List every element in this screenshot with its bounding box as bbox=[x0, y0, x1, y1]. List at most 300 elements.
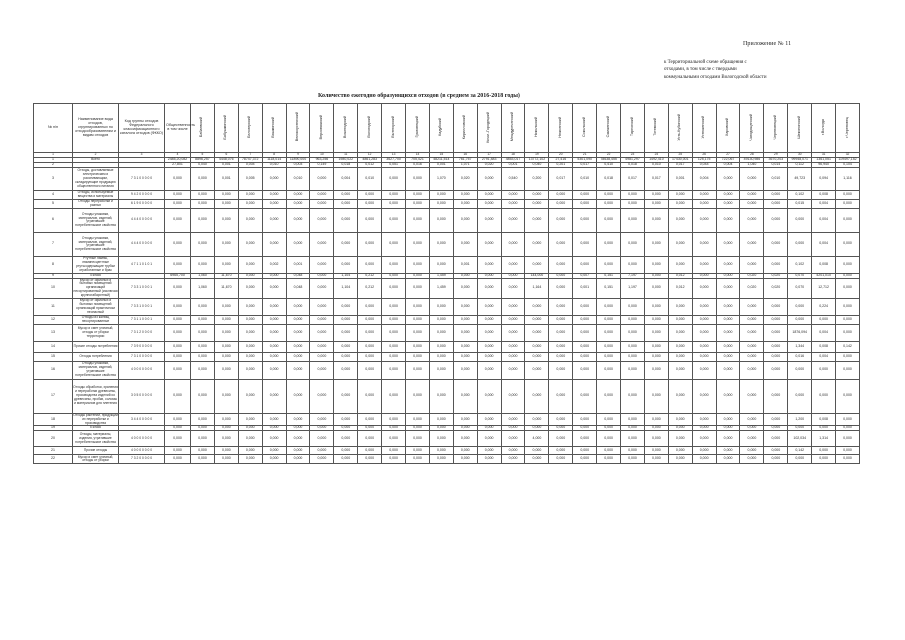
district-value: 0,000 bbox=[836, 455, 860, 464]
fkko-code: 6 1 9 0 0 0 0 0 bbox=[119, 199, 165, 208]
district-label: Кичм.-Городецкий bbox=[486, 111, 491, 143]
column-number: 21 bbox=[573, 153, 597, 158]
district-value: 0,000 bbox=[692, 447, 716, 455]
row-number: 9 bbox=[34, 273, 73, 278]
column-number: 23 bbox=[621, 153, 645, 158]
district-value: 0,000 bbox=[477, 431, 501, 447]
district-value: 0,000 bbox=[477, 273, 501, 278]
district-value: 0,000 bbox=[597, 208, 621, 232]
district-label: Верховажский bbox=[318, 114, 323, 140]
district-value: 0,000 bbox=[501, 447, 525, 455]
district-value: 0,000 bbox=[382, 199, 406, 208]
district-value: 0,004 bbox=[812, 324, 836, 341]
district-value: 0,020 bbox=[453, 167, 477, 190]
column-header-district bbox=[716, 104, 740, 153]
district-value: 0,000 bbox=[358, 413, 382, 426]
district-value: 0,000 bbox=[453, 278, 477, 299]
district-value: 0,000 bbox=[716, 273, 740, 278]
district-value: 0,000 bbox=[262, 190, 286, 199]
fkko-code: 4 0 0 0 0 0 0 0 bbox=[119, 431, 165, 447]
column-number: 8 bbox=[262, 153, 286, 158]
district-value: 722,067 bbox=[716, 157, 740, 162]
waste-type-name: Отходы, материалы, изделия, утратившие потребительские свойства bbox=[73, 431, 119, 447]
district-value: 0,000 bbox=[310, 413, 334, 426]
district-value: 0,000 bbox=[692, 190, 716, 199]
district-value: 0,000 bbox=[262, 431, 286, 447]
district-value: 0,001 bbox=[214, 162, 238, 167]
total-value: 0,000 bbox=[165, 208, 191, 232]
table-row bbox=[34, 361, 860, 379]
district-value: 0,000 bbox=[788, 455, 812, 464]
row-number: 22 bbox=[34, 455, 73, 464]
row-number: 17 bbox=[34, 379, 73, 413]
district-value: 0,000 bbox=[573, 431, 597, 447]
district-value: 0,000 bbox=[764, 190, 788, 199]
district-value: 0,000 bbox=[262, 413, 286, 426]
district-value: 1,070 bbox=[429, 167, 453, 190]
column-header-district bbox=[429, 104, 453, 153]
waste-type-name: Отходы, используемые вещества и материалы bbox=[73, 190, 119, 199]
district-value: 0,000 bbox=[286, 199, 310, 208]
district-value: 0,200 bbox=[525, 167, 549, 190]
district-value: 0,000 bbox=[310, 352, 334, 361]
district-value: 2791,483 bbox=[477, 157, 501, 162]
district-value: 0,000 bbox=[477, 190, 501, 199]
district-value: 0,008 bbox=[812, 256, 836, 273]
district-value: 0,000 bbox=[525, 455, 549, 464]
row-number: 20 bbox=[34, 431, 73, 447]
district-label: Вологодский bbox=[366, 116, 371, 138]
district-value: 0,000 bbox=[238, 208, 262, 232]
waste-type-name: Отходы переработки и разных bbox=[73, 199, 119, 208]
district-value: 0,000 bbox=[382, 190, 406, 199]
district-value: 0,000 bbox=[573, 208, 597, 232]
district-value: 0,000 bbox=[382, 361, 406, 379]
column-number: 9 bbox=[286, 153, 310, 158]
district-value: 0,000 bbox=[453, 361, 477, 379]
table-row bbox=[34, 299, 860, 316]
district-value: 0,000 bbox=[429, 341, 453, 352]
district-value: 0,000 bbox=[382, 341, 406, 352]
district-label: Харовский bbox=[725, 117, 730, 137]
district-value: 0,000 bbox=[597, 352, 621, 361]
district-value: 0,000 bbox=[788, 315, 812, 324]
district-value: 0,000 bbox=[668, 447, 692, 455]
district-value: 0,000 bbox=[621, 341, 645, 352]
table-row bbox=[34, 431, 860, 447]
district-value: 0,000 bbox=[716, 361, 740, 379]
district-value: 0,000 bbox=[549, 413, 573, 426]
district-value: 0,040 bbox=[525, 162, 549, 167]
district-value: 0,000 bbox=[740, 256, 764, 273]
district-value: 0,010 bbox=[358, 167, 382, 190]
waste-type-name: Отходы обработки, хранения и переработки древесины, производства изделий из древесины, пробки, соломы и материалов для плетения bbox=[73, 379, 119, 413]
total-value: 0,000 bbox=[165, 352, 191, 361]
column-header-district bbox=[310, 104, 334, 153]
district-value: 0,000 bbox=[238, 341, 262, 352]
district-value: 0,000 bbox=[429, 256, 453, 273]
table-row bbox=[34, 208, 860, 232]
district-value: 0,000 bbox=[429, 199, 453, 208]
district-value: 0,000 bbox=[358, 447, 382, 455]
district-value: 5301,090 bbox=[573, 157, 597, 162]
district-value: 1980,022 bbox=[334, 157, 358, 162]
district-value: 0,000 bbox=[453, 299, 477, 316]
fkko-code: 7 3 2 0 0 0 0 0 bbox=[119, 455, 165, 464]
district-value: 0,000 bbox=[836, 447, 860, 455]
district-value: 0,010 bbox=[286, 167, 310, 190]
column-number: 32 bbox=[836, 153, 860, 158]
district-value: 0,212 bbox=[358, 278, 382, 299]
district-value: 1,040 bbox=[740, 162, 764, 167]
district-value: 0,000 bbox=[644, 455, 668, 464]
district-value: 0,000 bbox=[286, 379, 310, 413]
district-value: 0,000 bbox=[597, 299, 621, 316]
district-value: 0,000 bbox=[597, 199, 621, 208]
waste-type-name: Отходы упаковки, материалов, изделий, утратившие потребительские свойства bbox=[73, 361, 119, 379]
waste-type-name: Отходы из жилищ несортированные bbox=[73, 315, 119, 324]
district-value: 1,459 bbox=[429, 273, 453, 278]
district-value: 0,000 bbox=[549, 426, 573, 431]
district-value: 0,000 bbox=[764, 447, 788, 455]
district-value: 0,000 bbox=[310, 379, 334, 413]
district-value: 4861,283 bbox=[358, 157, 382, 162]
district-value: 0,012 bbox=[668, 273, 692, 278]
district-value: 0,000 bbox=[501, 431, 525, 447]
column-number: 19 bbox=[525, 153, 549, 158]
district-value: 0,004 bbox=[812, 352, 836, 361]
district-value: 0,000 bbox=[764, 413, 788, 426]
district-value: 0,000 bbox=[310, 361, 334, 379]
table-row bbox=[34, 190, 860, 199]
district-value: 0,000 bbox=[358, 256, 382, 273]
district-value: 0,000 bbox=[597, 379, 621, 413]
fkko-code: 3 4 4 0 0 0 0 0 bbox=[119, 413, 165, 426]
district-label: Сокольский bbox=[581, 117, 586, 138]
column-header-district bbox=[214, 104, 238, 153]
row-number: 10 bbox=[34, 278, 73, 299]
district-value: 0,000 bbox=[406, 315, 430, 324]
district-value: 0,000 bbox=[525, 413, 549, 426]
district-value: 0,000 bbox=[477, 413, 501, 426]
district-value: 0,000 bbox=[286, 315, 310, 324]
district-value: 0,001 bbox=[429, 162, 453, 167]
district-value: 0,000 bbox=[692, 208, 716, 232]
appendix-line: коммунальными отходами Вологодской области bbox=[664, 74, 767, 80]
district-value: 0,014 bbox=[764, 162, 788, 167]
district-value: 0,000 bbox=[358, 341, 382, 352]
table-row bbox=[34, 341, 860, 352]
district-value: 0,044 bbox=[692, 162, 716, 167]
district-value: 0,000 bbox=[812, 315, 836, 324]
district-value: 0,001 bbox=[573, 278, 597, 299]
district-value: 0,000 bbox=[597, 232, 621, 256]
waste-type-name: Отходы, доставляемые электрическим и рассеивающим, складирующие продукцию общественного питания bbox=[73, 167, 119, 190]
district-value: 0,000 bbox=[453, 341, 477, 352]
district-value: 0,000 bbox=[716, 447, 740, 455]
district-value: 0,000 bbox=[644, 208, 668, 232]
district-value: 0,000 bbox=[836, 315, 860, 324]
district-value: 0,000 bbox=[812, 455, 836, 464]
district-value: 0,000 bbox=[382, 278, 406, 299]
district-value: 1,200 bbox=[788, 413, 812, 426]
column-header-district bbox=[549, 104, 573, 153]
district-value: 0,000 bbox=[764, 352, 788, 361]
district-value: 0,000 bbox=[692, 315, 716, 324]
district-value: 0,004 bbox=[812, 232, 836, 256]
waste-type-name: Мусор и смет уличный, отходы от уборки территории bbox=[73, 324, 119, 341]
district-value: 0,000 bbox=[406, 278, 430, 299]
district-value: 0,000 bbox=[477, 426, 501, 431]
row-number: 14 bbox=[34, 341, 73, 352]
district-value: 0,000 bbox=[286, 447, 310, 455]
district-value: 49,723 bbox=[788, 167, 812, 190]
district-value: 0,000 bbox=[453, 379, 477, 413]
waste-type-name: Мусор от офисных и бытовых помещений организаций практически неопасный bbox=[73, 299, 119, 316]
district-value: 0,000 bbox=[262, 199, 286, 208]
district-value: 0,000 bbox=[310, 190, 334, 199]
district-value: 0,000 bbox=[334, 256, 358, 273]
district-value: 0,000 bbox=[644, 447, 668, 455]
district-value: 0,012 bbox=[358, 162, 382, 167]
district-value: 0,000 bbox=[214, 341, 238, 352]
district-value: 0,000 bbox=[310, 208, 334, 232]
table-body bbox=[34, 157, 860, 464]
column-header-district bbox=[501, 104, 525, 153]
district-value: 0,000 bbox=[358, 190, 382, 199]
table-row bbox=[34, 447, 860, 455]
district-value: 0,000 bbox=[836, 299, 860, 316]
district-value: 0,000 bbox=[406, 324, 430, 341]
district-value: 0,000 bbox=[191, 413, 215, 426]
district-value: 0,000 bbox=[477, 278, 501, 299]
district-value: 0,000 bbox=[406, 413, 430, 426]
district-label: Грязовецкий bbox=[414, 116, 419, 138]
column-number: 10 bbox=[310, 153, 334, 158]
district-value: 0,000 bbox=[334, 413, 358, 426]
total-value: 0,000 bbox=[165, 455, 191, 464]
district-value: 0,000 bbox=[382, 455, 406, 464]
column-number: 15 bbox=[429, 153, 453, 158]
district-value: 0,000 bbox=[501, 455, 525, 464]
district-value: 1,104 bbox=[334, 278, 358, 299]
district-value: 0,001 bbox=[286, 256, 310, 273]
fkko-code: 4 4 4 0 0 0 0 0 bbox=[119, 232, 165, 256]
column-header-district bbox=[812, 104, 836, 153]
district-value: 1,060 bbox=[191, 273, 215, 278]
district-value: 0,000 bbox=[573, 447, 597, 455]
district-value: 1,071 bbox=[453, 162, 477, 167]
district-value: 0,000 bbox=[644, 232, 668, 256]
district-value: 4448,076 bbox=[214, 157, 238, 162]
district-value: 0,000 bbox=[740, 361, 764, 379]
district-value: 0,000 bbox=[764, 431, 788, 447]
district-value: 0,000 bbox=[621, 413, 645, 426]
district-value: 0,000 bbox=[549, 273, 573, 278]
waste-type-name: 5 класс bbox=[73, 426, 119, 431]
district-value: 0,000 bbox=[477, 361, 501, 379]
district-value: 1,060 bbox=[191, 278, 215, 299]
district-value: 0,000 bbox=[262, 278, 286, 299]
district-value: 0,000 bbox=[716, 299, 740, 316]
district-value: 0,000 bbox=[477, 315, 501, 324]
district-value: 0,094 bbox=[812, 167, 836, 190]
fkko-code: 4 7 1 1 0 1 0 1 bbox=[119, 256, 165, 273]
column-number: 1 bbox=[34, 153, 73, 158]
district-value: 0,000 bbox=[525, 341, 549, 352]
district-value: 0,000 bbox=[429, 299, 453, 316]
fkko-code: 4 0 0 0 0 0 0 0 bbox=[119, 361, 165, 379]
district-value: 0,020 bbox=[740, 278, 764, 299]
district-value: 1,314 bbox=[812, 431, 836, 447]
document-title: Количество ежегодно образующихся отходов (в среднем за 2016-2018 годы) bbox=[318, 93, 520, 99]
district-value: 0,000 bbox=[406, 256, 430, 273]
district-value: 0,000 bbox=[740, 447, 764, 455]
total-value: 2485,20,082 bbox=[165, 157, 191, 162]
district-label: Чагодощенский bbox=[748, 113, 753, 141]
district-label: г.Вологда bbox=[820, 119, 825, 136]
district-label: Тарногский bbox=[629, 117, 634, 137]
district-value: 7,197 bbox=[621, 273, 645, 278]
district-value: 0,000 bbox=[549, 232, 573, 256]
district-value: 0,000 bbox=[740, 431, 764, 447]
district-value: 0,000 bbox=[525, 199, 549, 208]
district-value: 0,000 bbox=[406, 426, 430, 431]
fkko-code: 3 0 5 0 0 0 0 0 bbox=[119, 379, 165, 413]
district-value: 0,008 bbox=[812, 190, 836, 199]
district-value: 0,000 bbox=[191, 232, 215, 256]
district-value: 0,000 bbox=[238, 455, 262, 464]
total-value: 0,000 bbox=[165, 315, 191, 324]
district-value: 0,020 bbox=[477, 162, 501, 167]
district-value: 0,000 bbox=[836, 208, 860, 232]
district-value: 0,000 bbox=[429, 324, 453, 341]
fkko-code: 7 3 1 0 0 0 0 0 bbox=[119, 167, 165, 190]
district-value: 12,712 bbox=[812, 278, 836, 299]
district-value: 0,000 bbox=[453, 447, 477, 455]
district-value: 0,000 bbox=[525, 232, 549, 256]
row-number: 8 bbox=[34, 256, 73, 273]
total-value: 0,000 bbox=[165, 278, 191, 299]
district-value: 1118,014 bbox=[262, 157, 286, 162]
district-value: 0,000 bbox=[788, 299, 812, 316]
district-label: Белозерский bbox=[247, 116, 252, 138]
district-value: 0,000 bbox=[573, 352, 597, 361]
district-value: 0,018 bbox=[621, 162, 645, 167]
district-value: 0,016 bbox=[788, 352, 812, 361]
district-value: 0,000 bbox=[358, 199, 382, 208]
district-value: 0,000 bbox=[692, 431, 716, 447]
district-value: 0,000 bbox=[764, 232, 788, 256]
district-value: 0,000 bbox=[191, 199, 215, 208]
district-value: 0,000 bbox=[334, 447, 358, 455]
waste-type-name: Отходы растений, продукции их переработки и производства bbox=[73, 412, 118, 425]
fkko-code: 7 3 9 0 0 0 0 0 bbox=[119, 341, 165, 352]
district-value: 0,000 bbox=[644, 315, 668, 324]
district-value: 0,000 bbox=[549, 361, 573, 379]
district-value: 0,000 bbox=[286, 431, 310, 447]
district-value: 0,000 bbox=[262, 426, 286, 431]
district-value: 0,000 bbox=[716, 426, 740, 431]
row-number: 3 bbox=[34, 167, 73, 190]
district-value: 0,000 bbox=[501, 315, 525, 324]
column-number: 6 bbox=[214, 153, 238, 158]
district-value: 0,000 bbox=[191, 352, 215, 361]
district-value: 96,940 bbox=[812, 162, 836, 167]
district-label: Кадуйский bbox=[438, 118, 443, 136]
district-value: 0,000 bbox=[764, 315, 788, 324]
district-value: 0,000 bbox=[716, 208, 740, 232]
fkko-code: 4 4 4 0 0 0 0 0 bbox=[119, 208, 165, 232]
district-value: 0,000 bbox=[406, 379, 430, 413]
district-label: Шекснинский bbox=[796, 115, 801, 139]
fkko-code: 7 3 1 0 0 0 0 0 bbox=[119, 352, 165, 361]
district-value: 0,018 bbox=[334, 162, 358, 167]
district-value: 0,000 bbox=[740, 352, 764, 361]
table-row bbox=[34, 199, 860, 208]
district-value: 0,000 bbox=[525, 361, 549, 379]
district-value: 13772,102 bbox=[525, 157, 549, 162]
district-value: 0,000 bbox=[453, 190, 477, 199]
district-value: 0,000 bbox=[310, 167, 334, 190]
district-value: 0,000 bbox=[716, 199, 740, 208]
district-value: 0,000 bbox=[358, 299, 382, 316]
district-value: 0,000 bbox=[668, 190, 692, 199]
district-value: 0,000 bbox=[262, 324, 286, 341]
district-value: 0,000 bbox=[191, 299, 215, 316]
district-value: 0,000 bbox=[621, 447, 645, 455]
district-value: 0,000 bbox=[334, 324, 358, 341]
row-number: 12 bbox=[34, 315, 73, 324]
district-value: 0,000 bbox=[573, 190, 597, 199]
district-value: 0,000 bbox=[214, 455, 238, 464]
district-value: 0,000 bbox=[358, 315, 382, 324]
district-value: 0,224 bbox=[812, 299, 836, 316]
district-value: 0,000 bbox=[644, 426, 668, 431]
district-value: 0,000 bbox=[406, 190, 430, 199]
row-number: 2 bbox=[34, 162, 73, 167]
district-value: 0,000 bbox=[477, 208, 501, 232]
district-value: 0,000 bbox=[573, 379, 597, 413]
district-value: 0,010 bbox=[644, 162, 668, 167]
district-label: Тотемский bbox=[653, 118, 658, 136]
district-value: 0,000 bbox=[334, 190, 358, 199]
district-value: 0,000 bbox=[597, 447, 621, 455]
district-value: 0,000 bbox=[668, 426, 692, 431]
district-value: 0,000 bbox=[764, 455, 788, 464]
district-value: 0,004 bbox=[716, 162, 740, 167]
district-value: 0,000 bbox=[788, 426, 812, 431]
district-value: 0,000 bbox=[573, 455, 597, 464]
table-row bbox=[34, 455, 860, 464]
district-value: 0,000 bbox=[716, 379, 740, 413]
column-number: 3 bbox=[119, 153, 165, 158]
total-value: 0,000 bbox=[165, 324, 191, 341]
district-label: г.Череповец bbox=[844, 116, 849, 138]
column-header-district bbox=[597, 104, 621, 153]
district-value: 0,000 bbox=[238, 315, 262, 324]
district-value: 0,000 bbox=[214, 431, 238, 447]
district-value: 0,000 bbox=[429, 379, 453, 413]
district-value: 0,000 bbox=[238, 431, 262, 447]
district-value: 0,142 bbox=[788, 447, 812, 455]
district-value: 0,000 bbox=[358, 208, 382, 232]
district-value: 0,201 bbox=[549, 162, 573, 167]
district-value: 49130,986 bbox=[740, 157, 764, 162]
district-value: 0,000 bbox=[716, 431, 740, 447]
district-value: 0,000 bbox=[501, 341, 525, 352]
district-value: 1,459 bbox=[429, 278, 453, 299]
